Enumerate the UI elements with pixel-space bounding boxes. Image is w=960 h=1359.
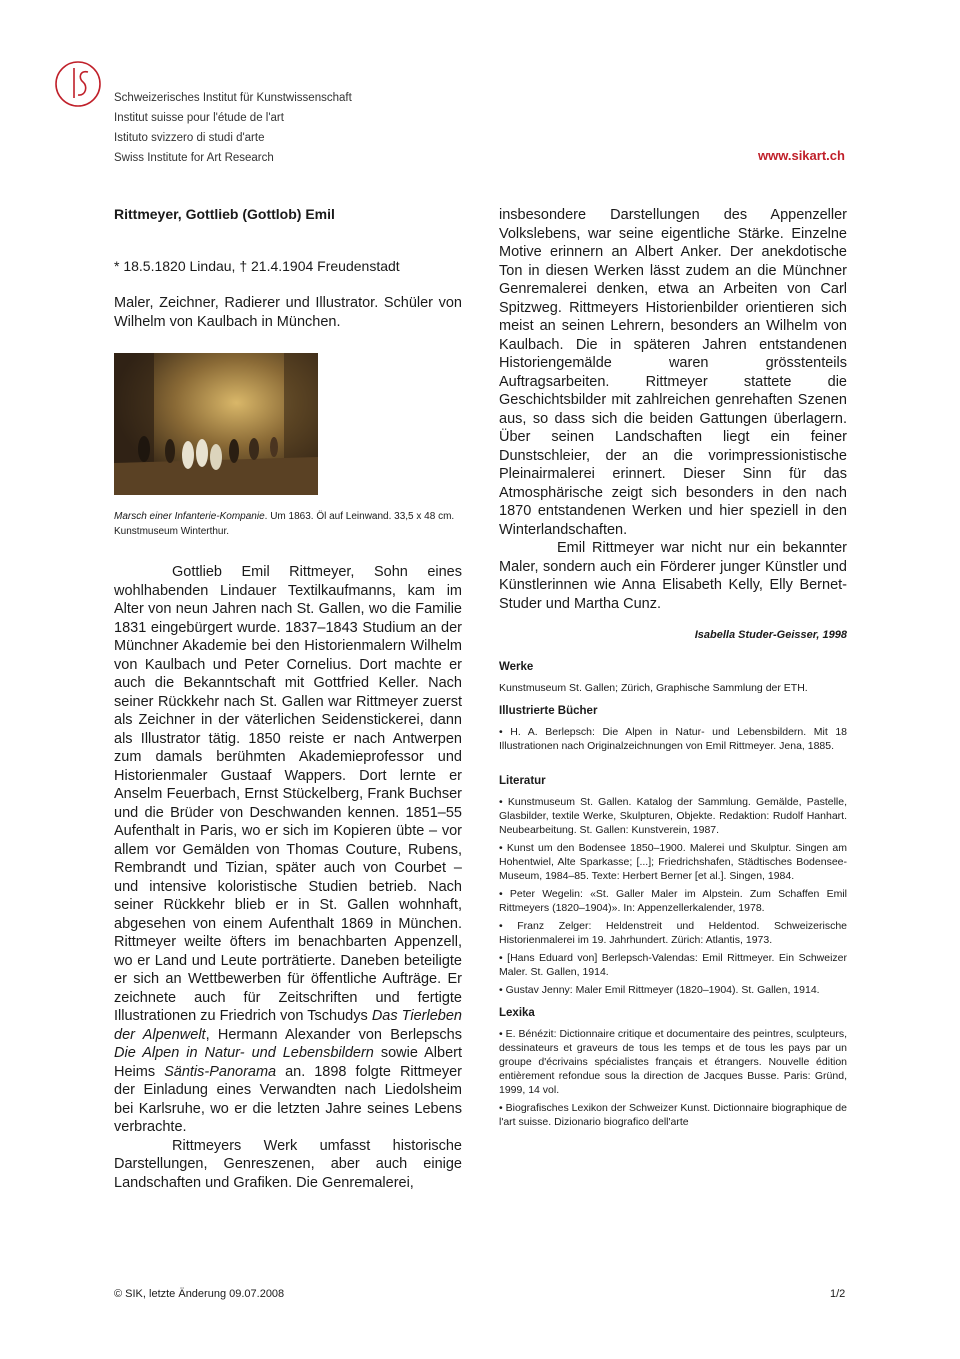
- bio-text-4: an. 1898 folgte Rittmeyer der Einladung eines Verwandten nach Liedolsheim bei Karlsruhe, wo er die letzten Jahre seines Lebens verbrachte.: [114, 1063, 462, 1135]
- bio-text-2: , Hermann Alexander von Berlepschs: [205, 1026, 462, 1043]
- bio-text-1: Gottlieb Emil Rittmeyer, Sohn eines wohlhabenden Lindauer Textilkaufmanns, kam im Alter von neun Jahren nach St. Gallen, wo die Familie 1831 eingebürgert wurde. 1837–1843 Studium an der Münchner Akademie bei den Historienmalern Wilhelm von Kaulbach und Peter Cornelius. Dort machte er auch die Bekanntschaft mit Gottfried Keller. Nach seiner Rückkehr nach St. Gallen war Rittmeyer zuerst als Zeichner in der väterlichen Seidenstickerei, dann als Illustrator tätig. 1850 reiste er nach Antwerpen zum damals berühmten Akademieprofessor und Historienmaler Gustaaf Wappers. Dort lernte er Anselm Feuerbach, Ernst Stückelberg, Frank Buchser und die Brüder von Deschwanden kennen. 1851–55 Aufenthalt in Paris, wo er sich im Kopieren übte – vor allem vor Gemälden von Thomas Couture, Rubens, Rembrandt und Tizian, später auch von Courbet – und intensive koloristische Studien betrieb. Nach seiner Rückkehr blieb er in St. Gallen wohnhaft, abgesehen von einem Aufenthalt 1869 in München. Rittmeyer weilte öfters im benachbarten Appenzell, wo er Land und Leute porträtierte. Daneben beteiligte er sich an Wettbewerben für öffentliche Aufträge. Er zeichnete auch für Zeitschriften und fertigte Illustrationen zu Friedrich von Tschudys: [114, 564, 462, 1024]
- biography-paragraph: [114, 563, 462, 1137]
- literatur-item: • Kunstmuseum St. Gallen. Katalog der Sammlung. Gemälde, Pastelle, Glasbilder, textile Werke, Skulpturen, Objekte. Redaktion: Rudolf Hanhart. Neubearbeitung. St. Gallen: Kunstverein, 1987.: [499, 796, 847, 836]
- article-title: Rittmeyer, Gottlieb (Gottlob) Emil: [114, 206, 335, 222]
- intro-text: Maler, Zeichner, Radierer und Illustrator. Schüler von Wilhelm von Kaulbach in München.: [114, 295, 462, 330]
- footer-copyright: © SIK, letzte Änderung 09.07.2008: [114, 1288, 285, 1300]
- werke-heading: Werke: [499, 661, 534, 673]
- werke-text: Kunstmuseum St. Gallen; Zürich, Graphische Sammlung der ETH.: [499, 682, 808, 694]
- books-text: • H. A. Berlepsch: Die Alpen in Natur- und Lebensbildern. Mit 18 Illustrationen nach Originalzeichnungen von Emil Rittmeyer. Jena, 1885.: [499, 726, 847, 752]
- literatur-item: • Gustav Jenny: Maler Emil Rittmeyer (1820–1904). St. Gallen, 1914.: [499, 984, 820, 996]
- institute-name-it: Istituto svizzero di studi d'arte: [114, 132, 265, 144]
- institute-name-de: Schweizerisches Institut für Kunstwissenschaft: [114, 92, 352, 104]
- institute-name-fr: Institut suisse pour l'étude de l'art: [114, 112, 284, 124]
- page-number: 1/2: [830, 1288, 846, 1300]
- lexika-item: • Biografisches Lexikon der Schweizer Kunst. Dictionnaire biographique de l'art suisse. Dizionario biografico dell'arte: [499, 1102, 847, 1128]
- sikart-link[interactable]: www.sikart.ch: [758, 148, 845, 163]
- author-signature: Isabella Studer-Geisser, 1998: [694, 629, 847, 641]
- books-heading: Illustrierte Bücher: [499, 705, 598, 717]
- right-column: [499, 206, 847, 1133]
- painting-caption: [114, 509, 462, 539]
- institute-names: [114, 88, 352, 168]
- literatur-heading: Literatur: [499, 775, 546, 787]
- literatur-item: • Franz Zelger: Heldenstreit und Heldentod. Schweizerische Historienmalerei im 19. Jahrhundert. Zürich: Atlantis, 1973.: [499, 920, 847, 946]
- left-column: [114, 206, 462, 1192]
- work-paragraph: Rittmeyers Werk umfasst historische Darstellungen, Genreszenen, aber auch einige Landschaften und Grafiken. Die Genremalerei,: [114, 1137, 462, 1191]
- life-dates: * 18.5.1820 Lindau, † 21.4.1904 Freudenstadt: [114, 258, 400, 274]
- sik-logo: [52, 58, 104, 110]
- work-paragraph-continued: insbesondere Darstellungen des Appenzeller Volkslebens, war seine eigentliche Stärke. Einzelne Motive erinnern an Albert Anker. Der anekdotische Ton in diesen Werken lässt zudem an die Münchner Genremalerei denken, etwa an Arbeiten von Carl Spitzweg. Rittmeyers Historienbilder orientieren sich meist an seinen Lehrern, besonders an Wilhelm von Kaulbach. Die in späteren Jahren entstandenen Historiengemälde waren grösstenteils Auftragsarbeiten. Rittmeyer stattete die Geschichtsbilder mit zahlreichen genrehaften Szenen aus, so dass sich die beiden Gattungen überlagern. Über seinen Landschaften liegt ein feiner Dunstschleier, der an die vorimpressionistische Pleinairmalerei erinnert. Dieser Sinn für das Atmosphärische zeigt sich besonders in den nach 1870 entstandenen Werken und hier speziell in den Winterlandschaften.: [499, 207, 847, 538]
- institute-name-en: Swiss Institute for Art Research: [114, 152, 274, 164]
- promoter-paragraph: Emil Rittmeyer war nicht nur ein bekannter Maler, sondern auch ein Förderer junger Künstler und Künstlerinnen wie Anna Elisabeth Kelly, Elly Bernet-Studer und Martha Cunz.: [499, 540, 847, 612]
- bio-text-3: sowie Albert Heims: [114, 1045, 462, 1080]
- literatur-item: • [Hans Eduard von] Berlepsch-Valendas: Emil Rittmeyer. Ein Schweizer Maler. St. Gallen, 1914.: [499, 952, 847, 978]
- bio-italic-3: Säntis-Panorama: [164, 1063, 277, 1080]
- painting-image: [114, 353, 318, 495]
- caption-details: . Um 1863. Öl auf Leinwand. 33,5 x 48 cm. Kunstmuseum Winterthur.: [114, 511, 455, 537]
- literatur-item: • Peter Wegelin: «St. Galler Maler im Alpstein. Zum Schaffen Emil Rittmeyers (1820–1904)». In: Appenzellerkalender, 1978.: [499, 888, 847, 914]
- bio-italic-2: Die Alpen in Natur- und Lebensbildern: [114, 1045, 374, 1061]
- lexika-item: • E. Bénézit: Dictionnaire critique et documentaire des peintres, sculpteurs, dessinateurs et graveurs de tous les temps et de tous les pays par un groupe d'écrivains spécialistes français et étrangers. Nouvelle édition entièrement refondue sous la direction de Jacques Busse. Paris: Gründ, 1999, 14 vol.: [499, 1028, 847, 1096]
- caption-title: Marsch einer Infanterie-Kompanie: [114, 511, 265, 522]
- lexika-heading: Lexika: [499, 1007, 535, 1019]
- literatur-item: • Kunst um den Bodensee 1850–1900. Malerei und Skulptur. Singen am Hohentwiel, Alte Sparkasse; [...]; Friedrichshafen, Städtisches Bodensee-Museum, 1984–85. Texte: Herbert Berner [et al.]. Singen, 1984.: [499, 842, 847, 882]
- bio-italic-1: Das Tierleben der Alpenwelt: [114, 1008, 462, 1043]
